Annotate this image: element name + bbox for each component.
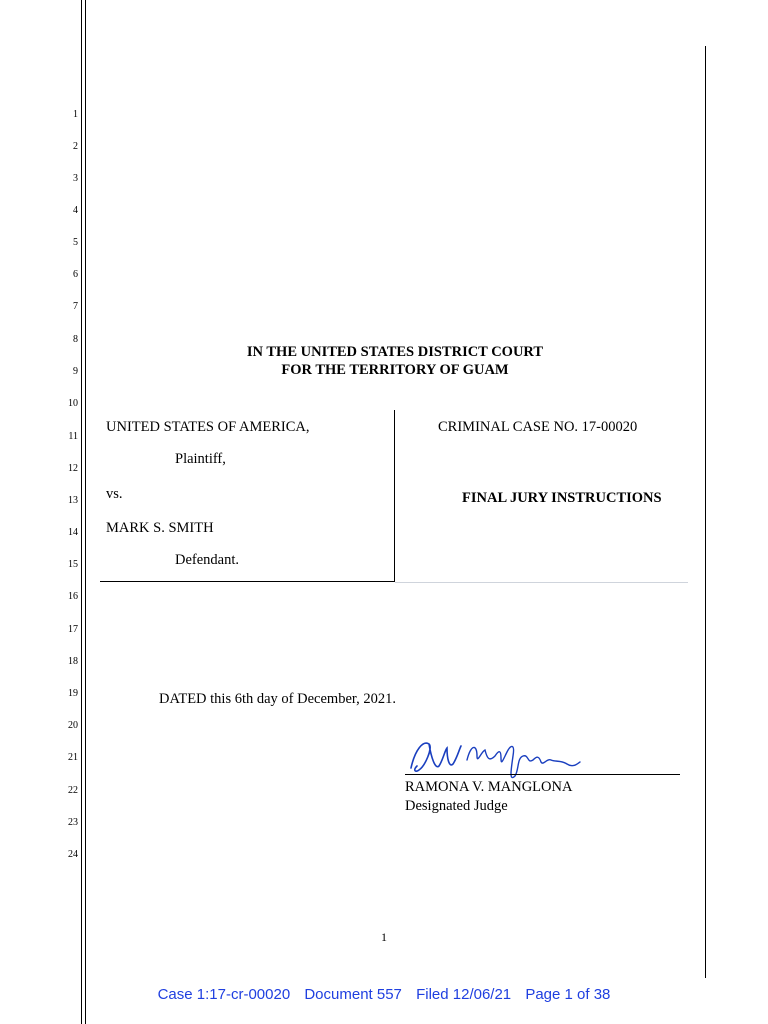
- line-number: 8: [73, 334, 78, 345]
- left-margin-rule-inner: [85, 0, 86, 1024]
- line-number: 11: [68, 431, 78, 442]
- line-number: 16: [68, 591, 78, 602]
- line-number: 4: [73, 205, 78, 216]
- caption-horizontal-rule: [100, 581, 395, 582]
- caption-horizontal-rule-light: [395, 582, 688, 583]
- court-name-line1: IN THE UNITED STATES DISTRICT COURT: [246, 344, 544, 360]
- line-number: 13: [68, 495, 78, 506]
- court-name-line2: FOR THE TERRITORY OF GUAM: [281, 362, 509, 378]
- right-margin-rule: [705, 46, 706, 978]
- caption-vertical-rule: [394, 410, 395, 582]
- line-number: 9: [73, 366, 78, 377]
- line-number: 5: [73, 237, 78, 248]
- line-number: 17: [68, 624, 78, 635]
- line-number: 10: [68, 398, 78, 409]
- line-number: 20: [68, 720, 78, 731]
- defendant-name: MARK S. SMITH: [106, 520, 214, 536]
- footer-case-number: Case 1:17-cr-00020: [157, 986, 291, 1003]
- signature-line: [405, 774, 680, 775]
- footer-document-number: Document 557: [304, 986, 402, 1003]
- line-number: 6: [73, 269, 78, 280]
- filing-footer: [0, 986, 768, 1003]
- line-number: 2: [73, 141, 78, 152]
- line-number: 1: [73, 109, 78, 120]
- footer-filed-date: Filed 12/06/21: [416, 986, 512, 1003]
- footer-page-count: Page 1 of 38: [525, 986, 611, 1003]
- line-number: 18: [68, 656, 78, 667]
- line-number: 14: [68, 527, 78, 538]
- line-number: 23: [68, 817, 78, 828]
- line-number: 19: [68, 688, 78, 699]
- versus-label: vs.: [106, 486, 123, 502]
- defendant-role: Defendant.: [175, 552, 240, 568]
- plaintiff-role: Plaintiff,: [175, 451, 226, 467]
- case-number: CRIMINAL CASE NO. 17-00020: [438, 419, 638, 435]
- line-number: 12: [68, 463, 78, 474]
- line-number: 21: [68, 752, 78, 763]
- line-number: 7: [73, 301, 78, 312]
- plaintiff-name: UNITED STATES OF AMERICA,: [106, 419, 310, 435]
- line-number: 15: [68, 559, 78, 570]
- page-number: 1: [381, 930, 387, 944]
- dated-line: DATED this 6th day of December, 2021.: [159, 691, 397, 707]
- line-number: 3: [73, 173, 78, 184]
- document-title: FINAL JURY INSTRUCTIONS: [462, 490, 662, 506]
- line-number: 24: [68, 849, 78, 860]
- line-number: 22: [68, 785, 78, 796]
- left-margin-rule: [81, 0, 82, 1024]
- judge-name: RAMONA V. MANGLONA: [405, 779, 573, 795]
- judge-title: Designated Judge: [405, 798, 508, 814]
